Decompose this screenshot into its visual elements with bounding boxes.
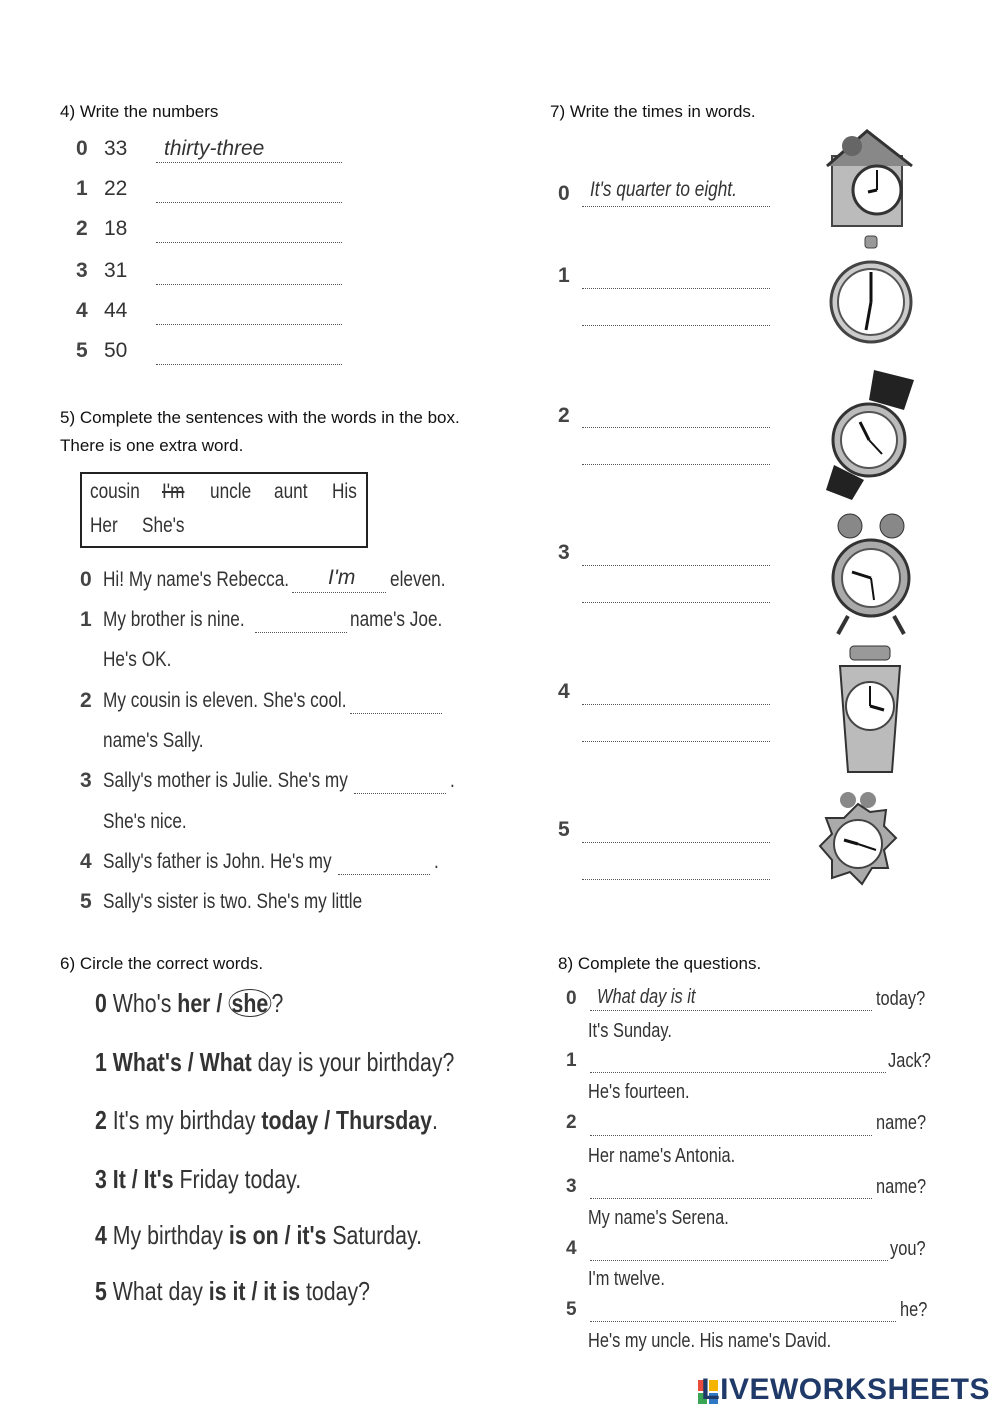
option-2[interactable]: What: [199, 1047, 252, 1077]
list-item: 3 31: [76, 259, 356, 289]
list-item: 0 Who's her / she ?: [95, 988, 284, 1018]
option-2[interactable]: It's: [143, 1164, 174, 1194]
section-5-title: 5) Complete the sentences with the words in the box.: [60, 408, 460, 427]
answer-line[interactable]: [582, 704, 770, 705]
answer-line[interactable]: [292, 592, 386, 593]
list-item: 2 It's my birthday today / Thursday.: [95, 1105, 438, 1135]
answer-line[interactable]: [590, 1260, 888, 1261]
answer-line[interactable]: [582, 206, 770, 207]
answer-line[interactable]: [590, 1321, 896, 1322]
answer-line[interactable]: [582, 427, 770, 428]
answer-line[interactable]: [582, 325, 770, 326]
answer-line[interactable]: [590, 1135, 872, 1136]
answer-line[interactable]: [156, 242, 342, 243]
mantel-clock-icon: [832, 644, 908, 774]
answer-line[interactable]: [350, 713, 442, 714]
list-item: 1 What's / What day is your birthday?: [95, 1047, 455, 1077]
option-1[interactable]: her: [177, 988, 211, 1018]
answer-line[interactable]: [156, 364, 342, 365]
answer-line[interactable]: [590, 1198, 872, 1199]
answer-line[interactable]: [255, 632, 347, 633]
list-item: 5 What day is it / it is today?: [95, 1276, 370, 1306]
pocket-watch-icon: [828, 234, 914, 358]
answer-line[interactable]: [582, 288, 770, 289]
option-2[interactable]: it's: [296, 1220, 327, 1250]
word-box: cousin I'm uncle aunt His Her She's: [80, 472, 368, 548]
answer-line[interactable]: [354, 793, 446, 794]
answer-line[interactable]: [156, 202, 342, 203]
answer-line[interactable]: [582, 842, 770, 843]
section-7-title: 7) Write the times in words.: [550, 102, 756, 121]
answer-line[interactable]: [590, 1072, 886, 1073]
answer-line[interactable]: [338, 874, 430, 875]
option-1[interactable]: is on: [228, 1220, 279, 1250]
answer-line[interactable]: [582, 879, 770, 880]
answer-line[interactable]: [156, 324, 342, 325]
section-4-title: 4) Write the numbers: [60, 102, 219, 121]
list-item: 2 18: [76, 217, 356, 247]
option-1[interactable]: What's: [112, 1047, 182, 1077]
option-2[interactable]: it is: [263, 1276, 301, 1306]
list-item: 1 22: [76, 177, 356, 207]
answer-line[interactable]: [582, 602, 770, 603]
list-item: 4 44: [76, 299, 356, 329]
option-2[interactable]: Thursday: [336, 1105, 433, 1135]
cuckoo-clock-icon: [822, 126, 920, 230]
section-8-title: 8) Complete the questions.: [558, 954, 762, 973]
section-5-subtitle: There is one extra word.: [60, 436, 244, 455]
list-item: 5 50: [76, 339, 356, 369]
option-1[interactable]: today: [261, 1105, 319, 1135]
wristwatch-icon: [824, 370, 916, 500]
answer-line[interactable]: [156, 284, 342, 285]
alarm-clock-icon: [830, 512, 912, 636]
answer-line[interactable]: [156, 162, 342, 163]
list-item: 3 It / It's Friday today.: [95, 1164, 302, 1194]
option-1[interactable]: It: [112, 1164, 126, 1194]
liveworksheets-logo: LIVEWORKSHEETS: [701, 1373, 990, 1406]
example-answer: thirty-three: [164, 137, 265, 160]
splash-clock-icon: [818, 790, 898, 898]
answer-line[interactable]: [590, 1010, 872, 1011]
list-item: 0 33 thirty-three: [76, 137, 356, 167]
list-item: 4 My birthday is on / it's Saturday.: [95, 1220, 423, 1250]
option-1[interactable]: is it: [208, 1276, 246, 1306]
answer-line[interactable]: [582, 741, 770, 742]
option-2-circled[interactable]: she: [228, 989, 271, 1017]
answer-line[interactable]: [582, 565, 770, 566]
answer-line[interactable]: [582, 464, 770, 465]
section-6-title: 6) Circle the correct words.: [60, 954, 264, 973]
